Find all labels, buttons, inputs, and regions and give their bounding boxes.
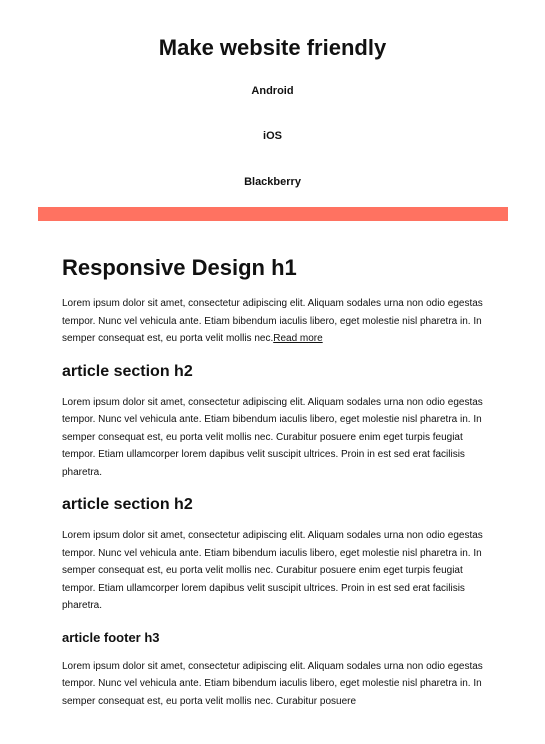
accent-bar [38,207,508,221]
site-title: Make website friendly [158,35,387,60]
nav-link-android[interactable]: Android [251,85,294,97]
section-paragraph-1: Lorem ipsum dolor sit amet, consectetur adipiscing elit. Aliquam sodales urna non odio egestas tempor. Nunc vel vehicula ante. Etiam bibendum iaculis libero, eget molestie nisl pharetra in. In semper consequat est, eu porta velit mollis nec. Curabitur posuere enim eget turpis feugiat tempor. Etiam ullamcorper lorem dapibus velit suscipit ultrices. Proin in est sed erat facilisis pharetra. [62,396,483,478]
section-paragraph-2: Lorem ipsum dolor sit amet, consectetur adipiscing elit. Aliquam sodales urna non odio egestas tempor. Nunc vel vehicula ante. Etiam bibendum iaculis libero, eget molestie nisl pharetra in. In semper consequat est, eu porta velit mollis nec. Curabitur posuere enim eget turpis feugiat tempor. Etiam ullamcorper lorem dapibus velit suscipit ultrices. Proin in est sed erat facilisis pharetra. [62,530,483,611]
intro-text: Lorem ipsum dolor sit amet, consectetur adipiscing elit. Aliquam sodales urna non odio egestas tempor. Nunc vel vehicula ante. Etiam bibendum iaculis libero, eget molestie nisl pharetra in. In semper consequat est, eu porta velit mollis nec. [62,298,483,344]
nav-link-ios[interactable]: iOS [263,130,282,142]
nav-link-blackberry[interactable]: Blackberry [244,176,301,188]
page-heading: Responsive Design h1 [62,255,297,280]
article-footer-heading: article footer h3 [62,629,160,645]
section-heading-1: article section h2 [62,362,193,380]
intro-paragraph [62,295,492,348]
main-article [62,253,492,710]
article-footer-paragraph: Lorem ipsum dolor sit amet, consectetur adipiscing elit. Aliquam sodales urna non odio egestas tempor. Nunc vel vehicula ante. Etiam bibendum iaculis libero, eget molestie nisl pharetra in. In semper consequat est, eu porta velit mollis nec. Curabitur posuere [62,660,483,707]
section-heading-2: article section h2 [62,496,193,513]
read-more-link[interactable]: Read more [273,333,323,344]
